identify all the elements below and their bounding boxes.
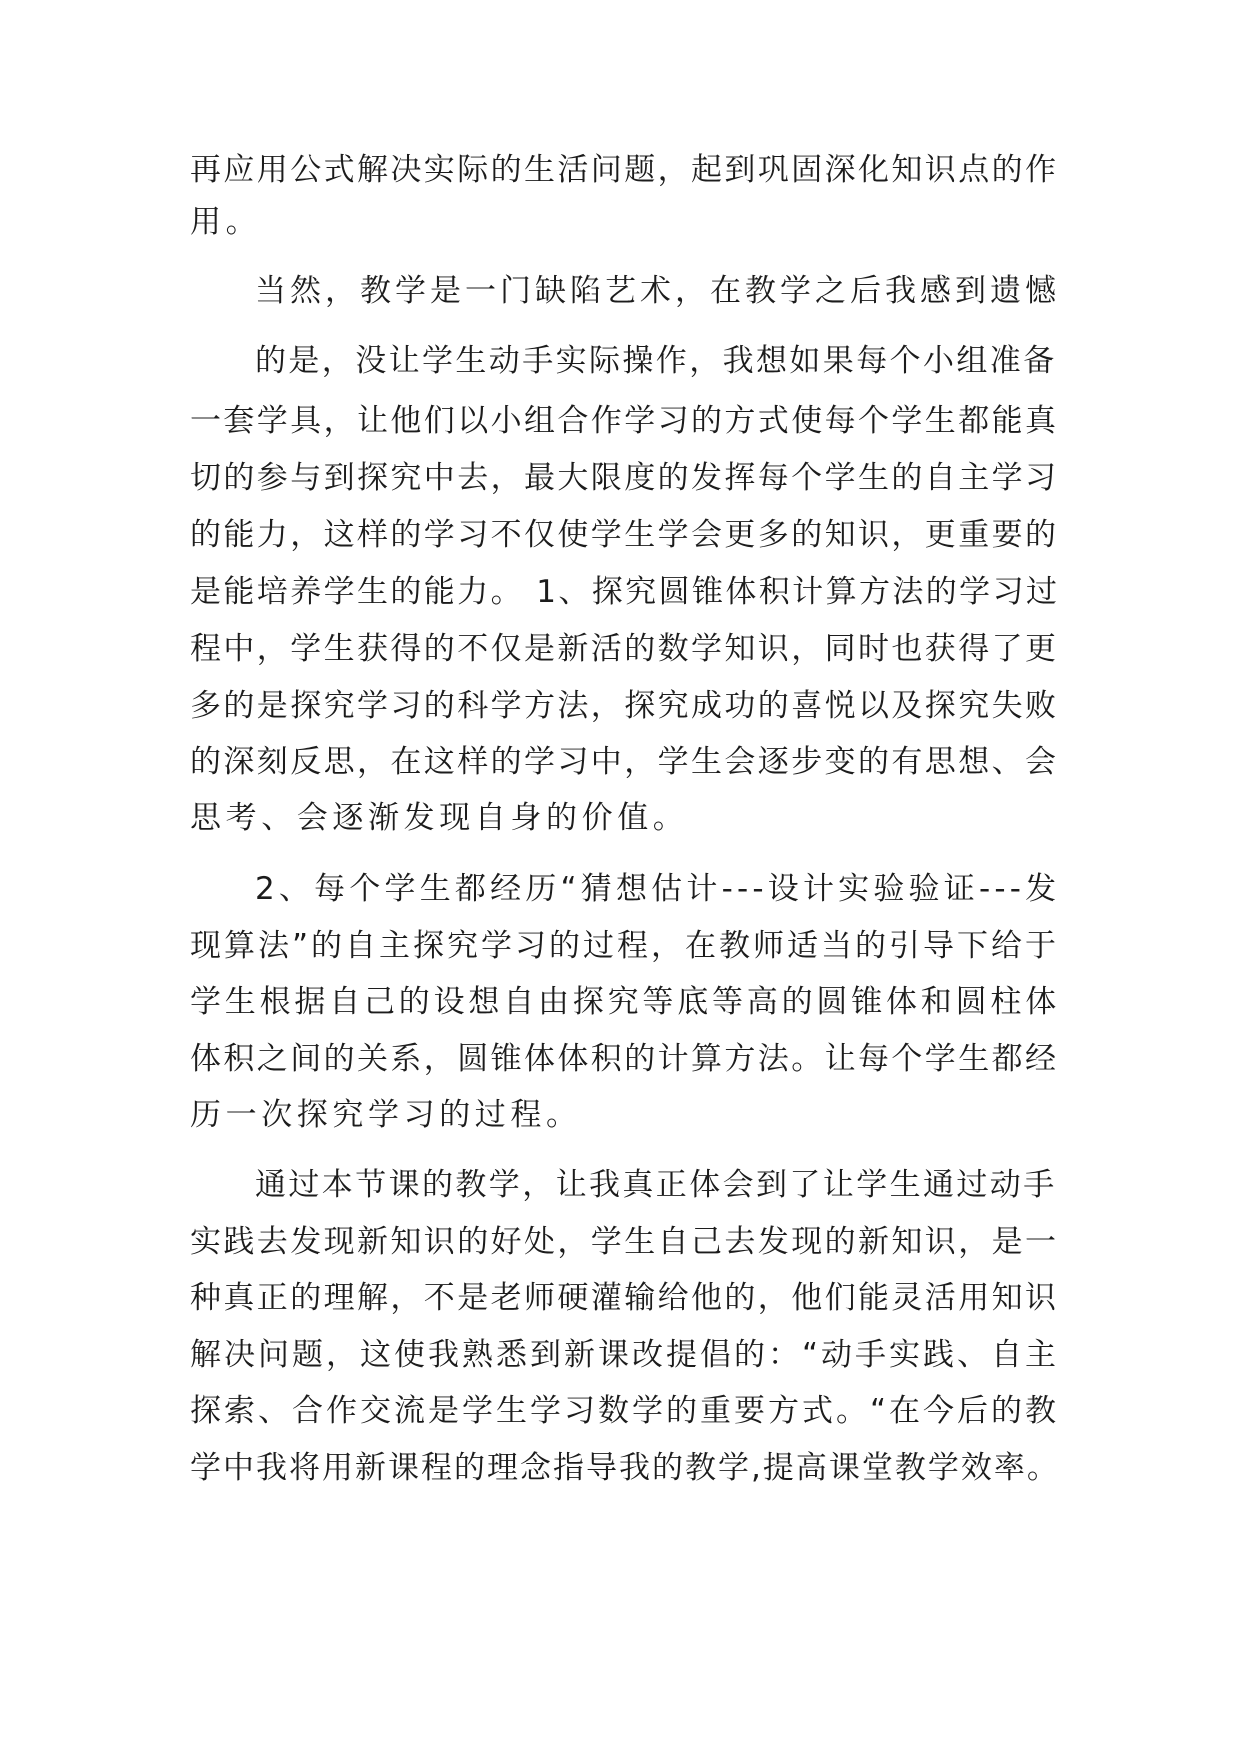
- text-line: 学中我将用新课程的理念指导我的教学,提高课堂教学效率。: [190, 1450, 1060, 1486]
- text-line: 通过本节课的教学，让我真正体会到了让学生通过动手: [255, 1167, 1057, 1203]
- text-line: 的能力，这样的学习不仅使学生学会更多的知识，更重要的: [190, 517, 1059, 553]
- text-line: 当然，教学是一门缺陷艺术，在教学之后我感到遗憾: [255, 273, 1060, 309]
- text-line: 切的参与到探究中去，最大限度的发挥每个学生的自主学习: [190, 460, 1059, 496]
- text-line: 用。: [190, 204, 262, 240]
- text-line: 种真正的理解，不是老师硬灌输给他的，他们能灵活用知识: [190, 1280, 1059, 1316]
- text-line: 学生根据自己的设想自由探究等底等高的圆锥体和圆柱体: [190, 984, 1060, 1020]
- text-line: 思考、会逐渐发现自身的价值。: [190, 800, 689, 836]
- text-line: 现算法”的自主探究学习的过程，在教师适当的引导下给于: [190, 928, 1060, 964]
- text-line: 解决问题，这使我熟悉到新课改提倡的：“动手实践、自主: [190, 1337, 1060, 1373]
- text-line: 2、每个学生都经历“猜想估计---设计实验验证---发: [255, 871, 1061, 907]
- text-line: 的深刻反思，在这样的学习中，学生会逐步变的有思想、会: [190, 744, 1059, 780]
- text-line: 再应用公式解决实际的生活问题，起到巩固深化知识点的作: [190, 152, 1059, 188]
- text-line: 的是，没让学生动手实际操作，我想如果每个小组准备: [255, 343, 1057, 379]
- text-line: 多的是探究学习的科学方法，探究成功的喜悦以及探究失败: [190, 688, 1059, 724]
- text-line: 是能培养学生的能力。 1、探究圆锥体积计算方法的学习过: [190, 574, 1060, 610]
- text-line: 实践去发现新知识的好处，学生自己去发现的新知识，是一: [190, 1224, 1059, 1260]
- text-line: 探索、合作交流是学生学习数学的重要方式。“在今后的教: [190, 1393, 1060, 1429]
- text-line: 历一次探究学习的过程。: [190, 1097, 582, 1133]
- text-line: 程中，学生获得的不仅是新活的数学知识，同时也获得了更: [190, 631, 1059, 667]
- text-line: 一套学具，让他们以小组合作学习的方式使每个学生都能真: [190, 403, 1059, 439]
- text-line: 体积之间的关系，圆锥体体积的计算方法。让每个学生都经: [190, 1041, 1059, 1077]
